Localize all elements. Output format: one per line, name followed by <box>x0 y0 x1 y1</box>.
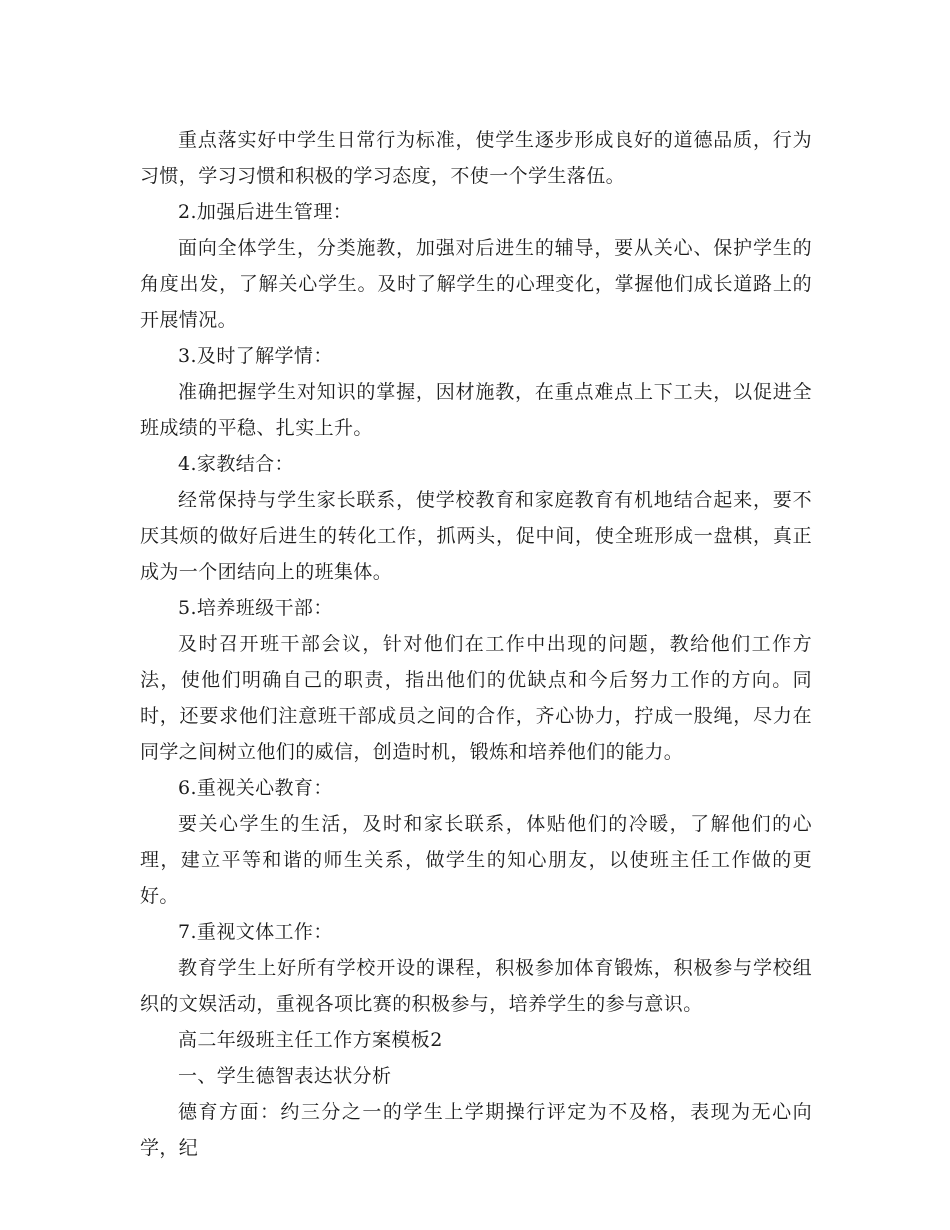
heading-home-school: 4.家教结合： <box>178 453 294 475</box>
heading-student-analysis: 一、学生德智表达状分析 <box>178 1065 392 1087</box>
paragraph-backward-students: 面向全体学生，分类施教，加强对后进生的辅导，要从关心、保护学生的角度出发，了解关心学生。及时了解学生的心理变化，掌握他们成长道路上的开展情况。 <box>140 237 812 331</box>
paragraph-learning-status: 准确把握学生对知识的掌握，因材施教，在重点难点上下工夫，以促进全班成绩的平稳、扎实上升。 <box>140 381 812 439</box>
paragraph-care-education: 要关心学生的生活，及时和家长联系，体贴他们的冷暖，了解他们的心理，建立平等和谐的师生关系，做学生的知心朋友，以使班主任工作做的更好。 <box>140 813 812 907</box>
paragraph-home-school: 经常保持与学生家长联系，使学校教育和家庭教育有机地结合起来，要不厌其烦的做好后进生的转化工作，抓两头，促中间，使全班形成一盘棋，真正成为一个团结向上的班集体。 <box>140 489 812 583</box>
paragraph-moral-education: 德育方面：约三分之一的学生上学期操行评定为不及格，表现为无心向学，纪 <box>140 1101 812 1159</box>
heading-learning-status: 3.及时了解学情： <box>178 345 333 367</box>
heading-backward-students: 2.加强后进生管理： <box>178 201 353 223</box>
paragraph-class-cadres: 及时召开班干部会议，针对他们在工作中出现的问题，教给他们工作方法，使他们明确自己的职责，指出他们的优缺点和今后努力工作的方向。同时，还要求他们注意班干部成员之间的合作，齐心协力，拧成一股绳，尽力在同学之间树立他们的威信，创造时机，锻炼和培养他们的能力。 <box>140 633 812 763</box>
paragraph-behavior-standards: 重点落实好中学生日常行为标准，使学生逐步形成良好的道德品质，行为习惯，学习习惯和积极的学习态度，不使一个学生落伍。 <box>140 129 812 187</box>
document-body <box>140 122 812 1166</box>
paragraph-arts-sports: 教育学生上好所有学校开设的课程，积极参加体育锻炼，积极参与学校组织的文娱活动，重视各项比赛的积极参与，培养学生的参与意识。 <box>140 957 812 1015</box>
heading-care-education: 6.重视关心教育： <box>178 777 333 799</box>
heading-arts-sports: 7.重视文体工作： <box>178 921 333 943</box>
section-title-template-2: 高二年级班主任工作方案模板2 <box>178 1029 443 1051</box>
heading-class-cadres: 5.培养班级干部： <box>178 597 333 619</box>
